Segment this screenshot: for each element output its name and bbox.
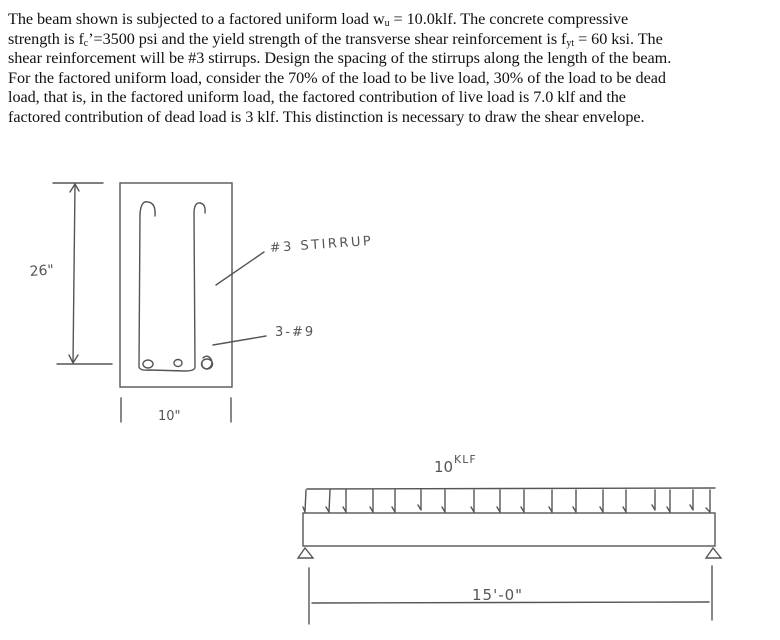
beam-outline bbox=[303, 513, 715, 546]
height-dimension-line bbox=[73, 184, 75, 363]
load-magnitude-label: 10 bbox=[434, 458, 454, 476]
problem-line-5: load, that is, in the factored uniform load, the factored contribution of live load is 7.0 klf and the bbox=[8, 88, 626, 107]
problem-line-6: factored contribution of dead load is 3 klf. This distinction is necessary to draw the shear envelope. bbox=[8, 107, 645, 126]
rebar-label: 3-#9 bbox=[275, 325, 316, 340]
stirrup-leader-line bbox=[216, 252, 264, 285]
load-unit-label: KLF bbox=[454, 453, 477, 466]
pin-support-right bbox=[706, 548, 721, 558]
stirrup-hook-right bbox=[194, 203, 205, 214]
distributed-load-arrows bbox=[303, 490, 710, 512]
text-segment: = 10.0klf. The concrete compressive bbox=[389, 10, 629, 28]
stirrup-hook-left bbox=[140, 202, 155, 216]
concrete-section-outline bbox=[120, 183, 232, 387]
text-segment: The beam shown is subjected to a factored uniform load w bbox=[8, 10, 385, 28]
stirrup-label: #3 STIRRUP bbox=[269, 233, 374, 256]
rebar-1 bbox=[143, 360, 153, 368]
cross-section-drawing bbox=[53, 183, 266, 422]
text-segment: = 60 ksi. The bbox=[574, 29, 663, 48]
rebar-3-hatch bbox=[202, 356, 212, 369]
width-label: 10" bbox=[158, 409, 181, 424]
rebar-leader-line bbox=[213, 336, 266, 345]
pin-support-left bbox=[298, 548, 313, 558]
text-segment: strength is f bbox=[8, 29, 84, 48]
span-label: 15'-0" bbox=[472, 586, 524, 604]
subscript-c: c bbox=[83, 37, 89, 49]
text-segment: ’=3500 psi and the yield strength of the transverse shear reinforcement is f bbox=[88, 29, 567, 48]
subscript-u: u bbox=[384, 18, 390, 29]
problem-line-3: shear reinforcement will be #3 stirrups. Design the spacing of the stirrups along the length of the beam. bbox=[8, 49, 672, 68]
stirrup-drawing bbox=[139, 214, 195, 371]
load-top-line bbox=[307, 488, 715, 489]
subscript-yt: yt bbox=[566, 37, 575, 49]
problem-line-4: For the factored uniform load, consider the 70% of the load to be live load, 30% of the load to be dead bbox=[8, 68, 666, 87]
rebar-2 bbox=[174, 360, 182, 367]
height-label: 26" bbox=[29, 262, 55, 280]
